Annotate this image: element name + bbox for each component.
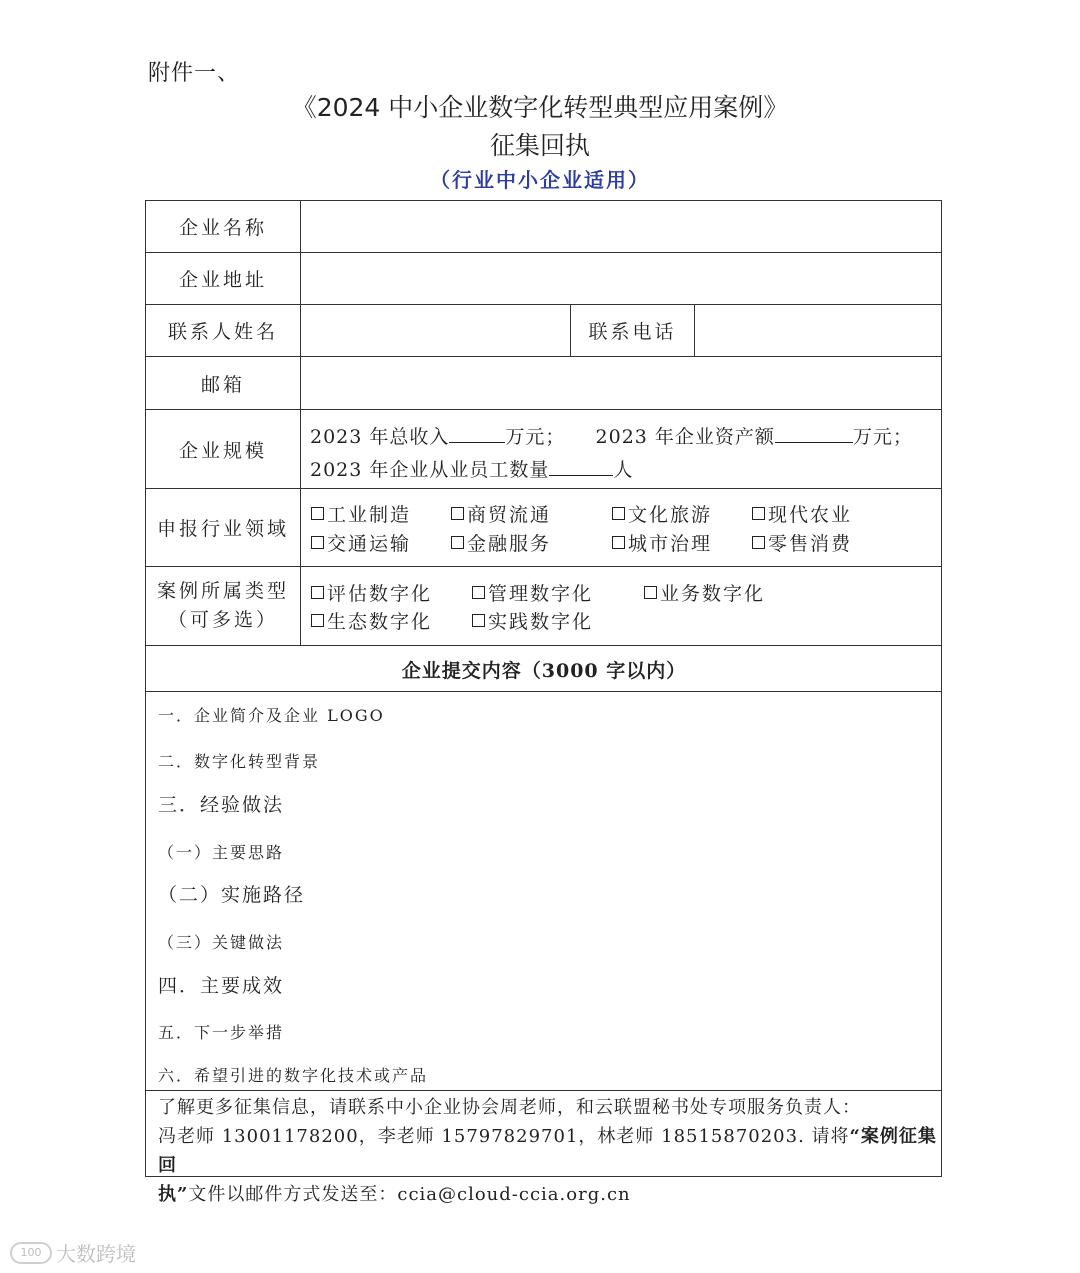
email-field[interactable] [301, 357, 941, 409]
assets-prefix: 2023 年企业资产额 [595, 426, 775, 448]
content-item: 六．希望引进的数字化技术或产品 [158, 1066, 429, 1085]
email-label: 邮箱 [200, 373, 245, 396]
contact-note-line2 [158, 1122, 938, 1180]
contact-note-line3 [158, 1180, 938, 1209]
case-type-label [146, 567, 300, 645]
staff-unit: 人 [613, 459, 634, 481]
content-heading: 企业提交内容（3000 字以内） [401, 659, 687, 682]
emphasis-text: “案例征集回 [158, 1126, 937, 1176]
company-name-label: 企业名称 [178, 217, 267, 239]
option-label: 商贸流通 [467, 504, 552, 526]
checkbox-icon [612, 507, 625, 520]
content-item: 一．企业简介及企业 LOGO [158, 706, 385, 725]
attachment-label: 附件一、 [148, 61, 241, 86]
checkbox-icon [311, 536, 324, 549]
industry-option-finance[interactable] [451, 529, 551, 556]
option-label: 实践数字化 [488, 611, 594, 633]
option-label: 零售消费 [768, 533, 853, 555]
content-item: （三）关键做法 [158, 933, 285, 952]
checkbox-icon [311, 507, 324, 520]
option-label: 金融服务 [467, 533, 552, 555]
scale-label: 企业规模 [178, 439, 267, 462]
checkbox-icon [644, 586, 657, 599]
checkbox-icon [311, 586, 324, 599]
industry-option-manufacturing[interactable] [311, 500, 411, 527]
option-label: 生态数字化 [327, 611, 433, 633]
option-label: 城市治理 [628, 533, 713, 555]
case-type-option-business[interactable] [644, 579, 765, 606]
contact-note-line1: 了解更多征集信息，请联系中小企业协会周老师，和云联盟秘书处专项服务负责人： [158, 1097, 861, 1118]
case-type-option-management[interactable] [472, 579, 593, 606]
staff-blank[interactable] [549, 457, 613, 476]
contact-phone-label: 联系电话 [588, 321, 677, 343]
case-type-label-line2: （可多选） [167, 609, 278, 631]
content-item: 二．数字化转型背景 [158, 752, 321, 771]
watermark-logo-icon: 100 [10, 1242, 52, 1264]
checkbox-icon [451, 536, 464, 549]
watermark [10, 1238, 136, 1267]
checkbox-icon [311, 614, 324, 627]
checkbox-icon [472, 586, 485, 599]
option-label: 评估数字化 [327, 583, 433, 605]
document-title: 《2024 中小企业数字化转型典型应用案例》 [291, 93, 789, 122]
checkbox-icon [752, 536, 765, 549]
submission-email: 文件以邮件方式发送至：ccia@cloud-ccia.org.cn [188, 1184, 631, 1205]
contact-name-field[interactable] [301, 305, 570, 356]
option-label: 交通运输 [327, 533, 412, 555]
content-item: （二）实施路径 [158, 884, 306, 906]
case-type-option-practice[interactable] [472, 607, 593, 634]
industry-option-transport[interactable] [311, 529, 411, 556]
content-item: （一）主要思路 [158, 843, 285, 862]
industry-option-trade[interactable] [451, 500, 551, 527]
scale-line-2 [310, 455, 633, 482]
content-item: 五．下一步举措 [158, 1023, 285, 1042]
staff-prefix: 2023 年企业从业员工数量 [310, 459, 550, 481]
option-label: 业务数字化 [660, 583, 766, 605]
company-name-field[interactable] [301, 201, 941, 252]
option-label: 管理数字化 [488, 583, 594, 605]
case-type-label-line1: 案例所属类型 [156, 580, 289, 602]
emphasis-text: 执” [158, 1184, 189, 1205]
option-label: 工业制造 [327, 504, 412, 526]
content-item: 四．主要成效 [158, 975, 285, 997]
revenue-blank[interactable] [449, 424, 505, 443]
document-title-line2: 征集回执 [489, 131, 590, 160]
checkbox-icon [451, 507, 464, 520]
industry-option-governance[interactable] [612, 529, 712, 556]
contact-phones: 冯老师 13001178200，李老师 15797829701，林老师 18515870203. 请将 [158, 1126, 850, 1147]
industry-option-agriculture[interactable] [752, 500, 852, 527]
scale-line-1 [310, 422, 913, 449]
content-item: 三．经验做法 [158, 794, 285, 816]
revenue-prefix: 2023 年总收入 [310, 426, 450, 448]
case-type-option-assessment[interactable] [311, 579, 432, 606]
case-type-option-ecosystem[interactable] [311, 607, 432, 634]
watermark-text: 大数跨境 [56, 1242, 136, 1266]
contact-name-label: 联系人姓名 [167, 321, 278, 343]
option-label: 现代农业 [768, 504, 853, 526]
company-address-field[interactable] [301, 253, 941, 304]
industry-label: 申报行业领域 [156, 518, 289, 540]
checkbox-icon [472, 614, 485, 627]
checkbox-icon [752, 507, 765, 520]
assets-unit: 万元； [852, 426, 913, 448]
checkbox-icon [612, 536, 625, 549]
contact-note [158, 1093, 938, 1209]
document-subtitle: （行业中小企业适用） [430, 168, 650, 192]
contact-phone-field[interactable] [695, 305, 941, 356]
assets-blank[interactable] [775, 424, 853, 443]
industry-option-tourism[interactable] [612, 500, 712, 527]
company-address-label: 企业地址 [178, 269, 267, 291]
option-label: 文化旅游 [628, 504, 713, 526]
revenue-unit: 万元； [505, 426, 566, 448]
row-divider [145, 1090, 942, 1091]
industry-option-retail[interactable] [752, 529, 852, 556]
